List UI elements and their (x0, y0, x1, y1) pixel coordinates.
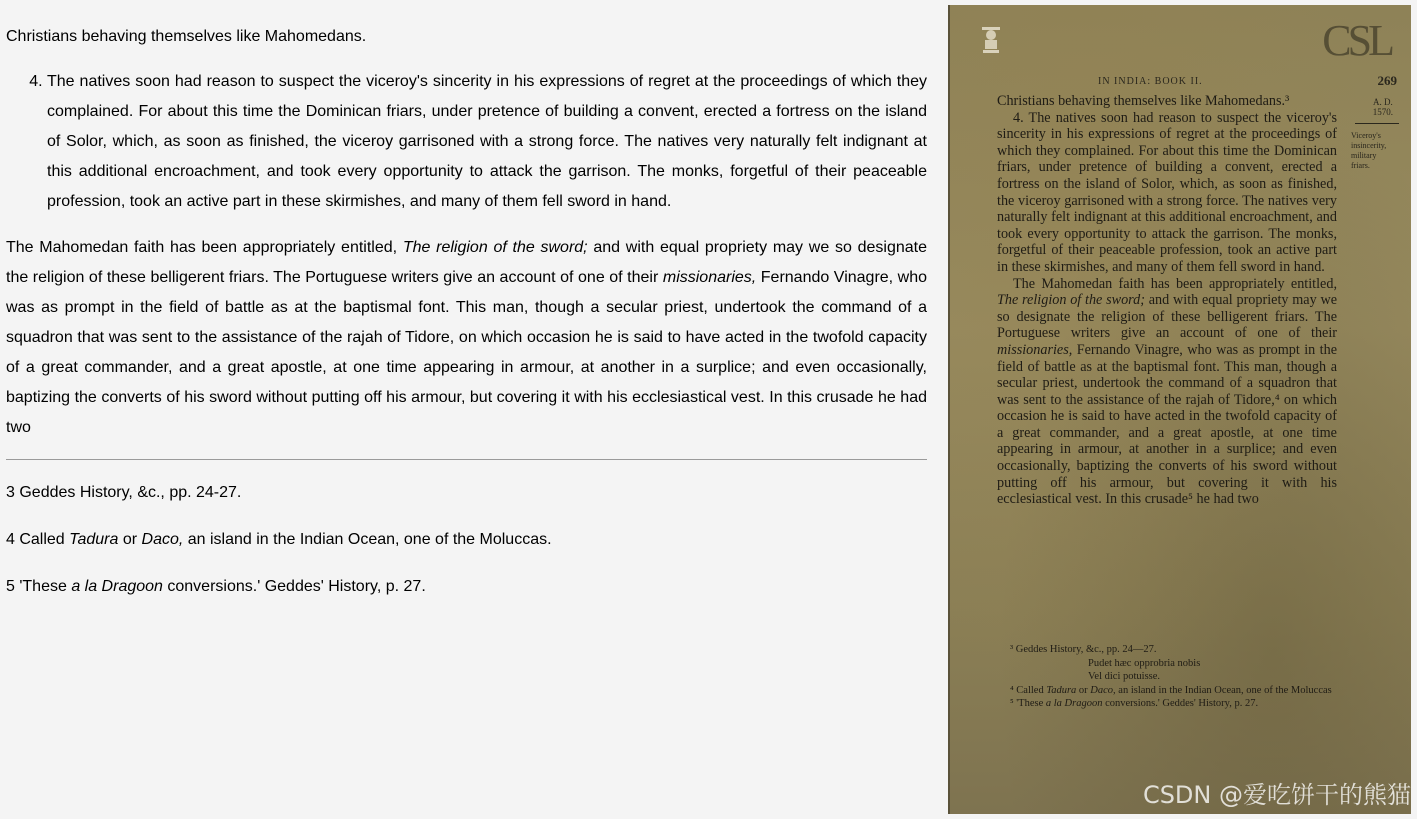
running-head: IN INDIA: BOOK II. (1098, 76, 1203, 87)
footnote-3: 3 Geddes History, &c., pp. 24-27. (6, 484, 242, 501)
list-item-4: 4. The natives soon had reason to suspect the viceroy's sincerity in his expressions of regret at the proceedings of which they complained. For about this time the Dominican friars, under pretence of building a convent, erected a fortress on the island of Solor, which, as soon as finished, the viceroy garrisoned with a strong force. The natives very naturally felt indignant at this additional encroachment, and took every opportunity to attack the garrison. The monks, forgetful of their peaceable profession, took an active part in these skirmishes, and many of them fell sword in hand. (47, 67, 927, 217)
transcription-pane (6, 22, 927, 619)
body-italic-missionaries: missionaries, (662, 269, 757, 286)
margin-rule (1355, 123, 1399, 124)
scan-note-3-verse-2: Vel dici potuisse. (1088, 671, 1161, 682)
footnote-5-italic-dragoon: a la Dragoon (71, 578, 163, 595)
footnote-4-text-3: an island in the Indian Ocean, one of the Moluccas. (183, 531, 552, 548)
scan-paragraph-2: 4. The natives soon had reason to suspect the viceroy's sincerity in his expressions of regret at the proceedings of which they complained. For about this time the Dominican friars, under pretence of building a convent, erected a fortress on the island of Solor, which, as soon as finished, the viceroy garrisoned with a strong force. The natives very naturally felt indignant at this additional encroachment, and took every opportunity to attack the garrison. The monks, forgetful of their peaceable profession, took an active part in these skirmishes, and many of them fell sword in hand. (997, 109, 1337, 275)
intro-line: Christians behaving themselves like Mahomedans. (6, 28, 367, 45)
scan-note-5-text-2: conversions.' Geddes' History, p. 27. (1102, 698, 1259, 709)
scan-note-4-text-3: an island in the Indian Ocean, one of the Moluccas (1115, 684, 1332, 696)
library-mark: CSL (1322, 16, 1391, 65)
scan-note-4-italic-1: Tadura (1046, 684, 1077, 696)
scan-p3-italic-2: missionaries, (997, 341, 1073, 358)
scan-note-4 (996, 684, 1338, 698)
scan-note-4-italic-2: Daco, (1090, 684, 1116, 696)
scan-paragraph-1: Christians behaving themselves like Mahomedans.³ (997, 93, 1290, 109)
footnote-5-text-2: conversions.' Geddes' History, p. 27. (162, 578, 426, 595)
footnote-5 (6, 572, 927, 602)
margin-date (1373, 97, 1393, 117)
scan-note-3: ³ Geddes History, &c., pp. 24—27. (1010, 644, 1157, 655)
body-text-1: The Mahomedan faith has been appropriately entitled, (6, 239, 403, 256)
margin-date-line2: 1570. (1372, 107, 1393, 117)
scan-note-5-text-1: ⁵ 'These (1010, 698, 1046, 709)
scan-p3-text-1: The Mahomedan faith has been appropriately entitled, (1013, 275, 1337, 292)
footnote-divider (6, 459, 927, 460)
scan-body-text (997, 93, 1337, 508)
page-number: 269 (1377, 73, 1397, 88)
scanned-page-image (948, 5, 1411, 814)
numbered-list (6, 67, 927, 217)
scan-note-5-italic: a la Dragoon (1045, 698, 1103, 709)
body-text-2: and with equal propriety may we so designate the religion of these belligerent friars. The Portuguese writers give an account of one of their (6, 239, 927, 286)
scan-note-4-text-1: ⁴ Called (1010, 684, 1047, 696)
margin-date-line1: A. D. (1373, 97, 1393, 107)
scan-note-4-text-2: or (1076, 684, 1091, 696)
footnote-4-italic-tadura: Tadura (69, 531, 119, 548)
scan-note-5 (996, 697, 1338, 711)
scan-paragraph-3 (997, 276, 1337, 508)
scan-note-3-verse-1: Pudet hæc opprobria nobis (1088, 657, 1201, 669)
scan-footnotes (996, 643, 1338, 711)
footnote-4-text-2: or (118, 531, 142, 548)
footnote-5-text-1: 5 'These (6, 578, 72, 595)
watermark: CSDN @爱吃饼干的熊猫 (1142, 781, 1411, 809)
scan-p3-italic-1: The religion of the sword; (997, 292, 1145, 309)
scan-p3-text-3: Fernando Vinagre, who was as prompt in the field of battle as at the baptismal font. This man, though a secular priest, undertook the command of a squadron that was sent to the assistance of the rajah of Tidore,⁴ on which occasion he is said to have acted in the twofold capacity of a great commander, and a great apostle, at one time appearing in armour, at another in a surplice; and even occasionally, baptizing the converts of his sword without putting off his armour, but covering it with his ecclesiastical vest. In this crusade⁵ he had two (997, 341, 1337, 508)
footnote-4 (6, 525, 927, 555)
margin-note: Viceroy's insincerity, military friars. (1351, 131, 1387, 170)
footnote-4-text-1: 4 Called (6, 531, 70, 548)
body-text-3: Fernando Vinagre, who was as prompt in the field of battle as at the baptismal font. This man, though a secular priest, undertook the command of a squadron that was sent to the assistance of the rajah of Tidore, on which occasion he is said to have acted in the twofold capacity of a great commander, and a great apostle, at one time appearing in armour, at another in a surplice; and even occasionally, baptizing the converts of his sword without putting off his armour, but covering it with his ecclesiastical vest. In this crusade he had two (6, 269, 928, 436)
body-italic-religion-of-sword: The religion of the sword; (402, 239, 588, 256)
scan-p3-text-2: and with equal propriety may we so designate the religion of these belligerent friars. The Portuguese writers give an account of one of their (997, 292, 1337, 342)
body-paragraph (6, 233, 927, 443)
footnote-4-italic-daco: Daco, (141, 531, 184, 548)
emblem-icon (978, 23, 1004, 57)
